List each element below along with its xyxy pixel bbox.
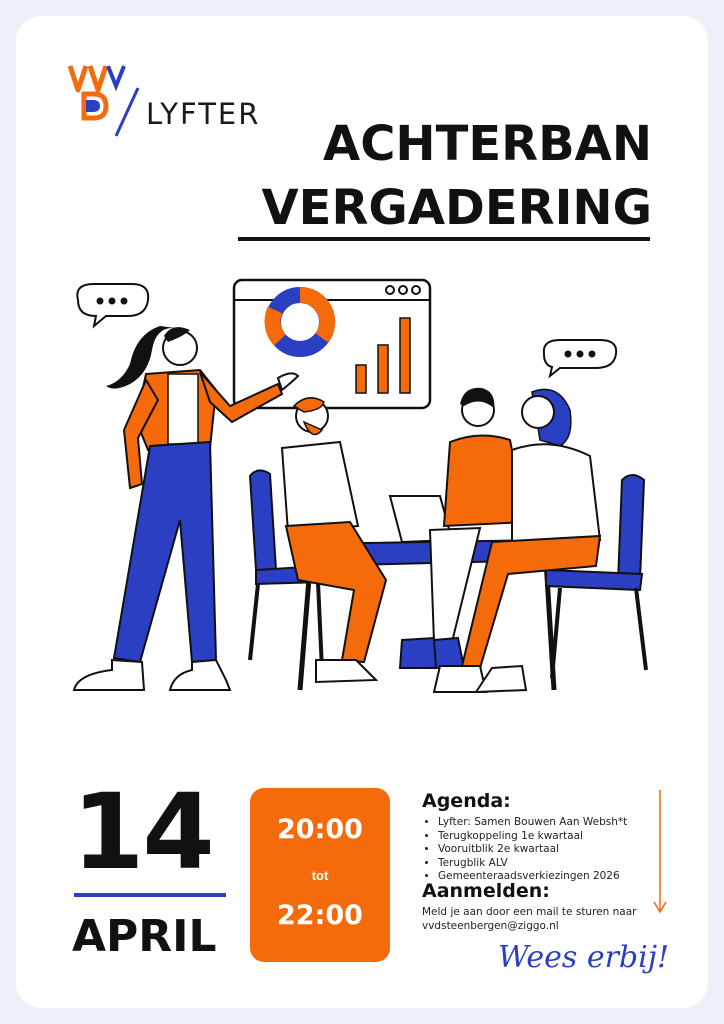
meeting-illustration [60, 270, 670, 710]
signup-heading: Aanmelden: [422, 880, 550, 902]
presentation-board [234, 280, 430, 408]
title-line-2: VERGADERING [261, 180, 652, 236]
agenda-item: • Terugkoppeling 1e kwartaal [438, 830, 627, 844]
date-divider [74, 893, 226, 897]
end-time: 22:00 [277, 900, 363, 931]
slogan: Wees erbij! [498, 940, 670, 975]
agenda-item: • Lyfter: Samen Bouwen Aan Websh*t [438, 816, 627, 830]
agenda-item: • Terugblik ALV [438, 857, 627, 871]
speech-bubble-right [544, 340, 616, 376]
agenda-item: • Gemeenteraadsverkiezingen 2026 [438, 870, 627, 884]
speech-bubble-left [77, 284, 148, 326]
time-box [250, 788, 390, 962]
arrow-down-icon [650, 788, 670, 918]
agenda-heading: Agenda: [422, 790, 511, 812]
title-underline [238, 237, 650, 241]
event-day: 14 [72, 771, 213, 893]
agenda-item: • Vooruitblik 2e kwartaal [438, 843, 627, 857]
start-time: 20:00 [277, 814, 363, 845]
lyfter-logo: LYFTER [146, 97, 261, 131]
signup-text: Meld je aan door een mail te sturen naar vvdsteenbergen@ziggo.nl [422, 906, 637, 932]
event-month: APRIL [72, 911, 217, 962]
time-separator: tot [311, 868, 329, 883]
seated-man-figure [282, 398, 386, 682]
agenda-list [424, 816, 627, 884]
title-line-1: ACHTERBAN [323, 116, 652, 172]
logo-divider-slash [112, 86, 142, 138]
